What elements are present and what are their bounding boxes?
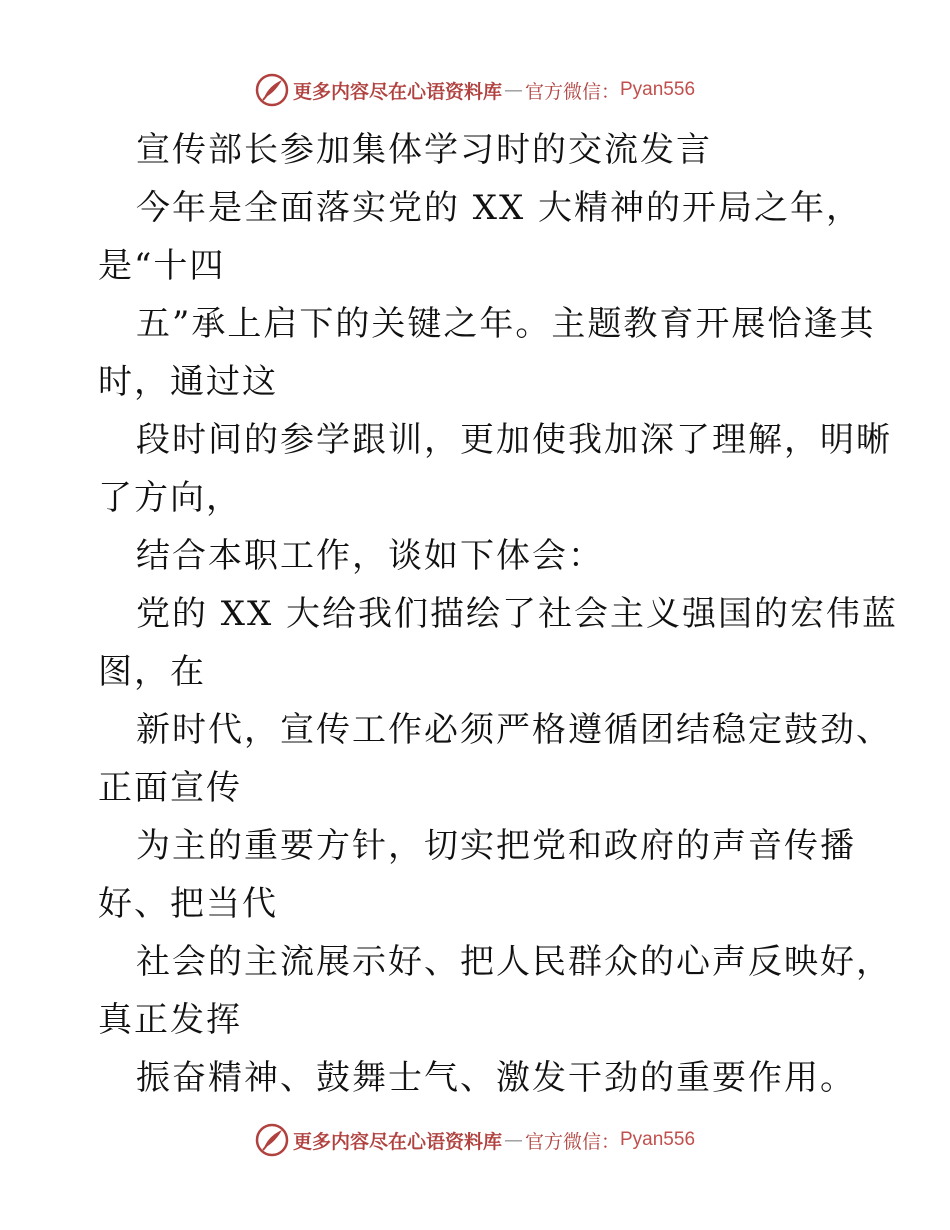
paragraph-line: 结合本职工作，谈如下体会： [136,536,604,576]
banner-wechat-handle: Pyan556 [620,79,696,100]
paragraph-line: 好、把当代 [98,884,278,924]
paragraph-line: 了方向， [98,478,242,518]
feather-pen-logo-icon [255,1123,289,1157]
banner-main-text: 更多内容尽在心语资料库 [292,80,502,103]
paragraph-line: 今年是全面落实党的 XX 大精神的开局之年， [136,188,863,228]
paragraph-line: 为主的重要方针，切实把党和政府的声音传播 [136,826,856,866]
banner-dash: — [503,79,523,101]
paragraph-line: 图，在 [98,652,206,692]
footer-banner [0,1120,950,1160]
paragraph-line: 时，通过这 [98,362,278,402]
document-title: 宣传部长参加集体学习时的交流发言 [136,130,712,170]
paragraph-line: 振奋精神、鼓舞士气、激发干劲的重要作用。 [136,1058,856,1098]
paragraph-line: 是“十四 [98,246,226,286]
banner-sub-text: 官方微信： [524,80,620,103]
banner-dash: — [503,1129,523,1151]
feather-pen-logo-icon [255,73,289,107]
banner-sub-text: 官方微信： [524,1130,620,1153]
paragraph-line: 正面宣传 [98,768,242,808]
header-banner [0,70,950,110]
banner-wechat-handle: Pyan556 [620,1129,696,1150]
paragraph-line: 党的 XX 大给我们描绘了社会主义强国的宏伟蓝 [136,594,899,634]
paragraph-line: 新时代，宣传工作必须严格遵循团结稳定鼓劲、 [136,710,892,750]
paragraph-line: 段时间的参学跟训，更加使我加深了理解，明晰 [136,420,892,460]
paragraph-line: 社会的主流展示好、把人民群众的心声反映好， [136,942,892,982]
banner-main-text: 更多内容尽在心语资料库 [292,1130,502,1153]
paragraph-line: 五”承上启下的关键之年。主题教育开展恰逢其 [136,304,876,344]
paragraph-line: 真正发挥 [98,1000,242,1040]
